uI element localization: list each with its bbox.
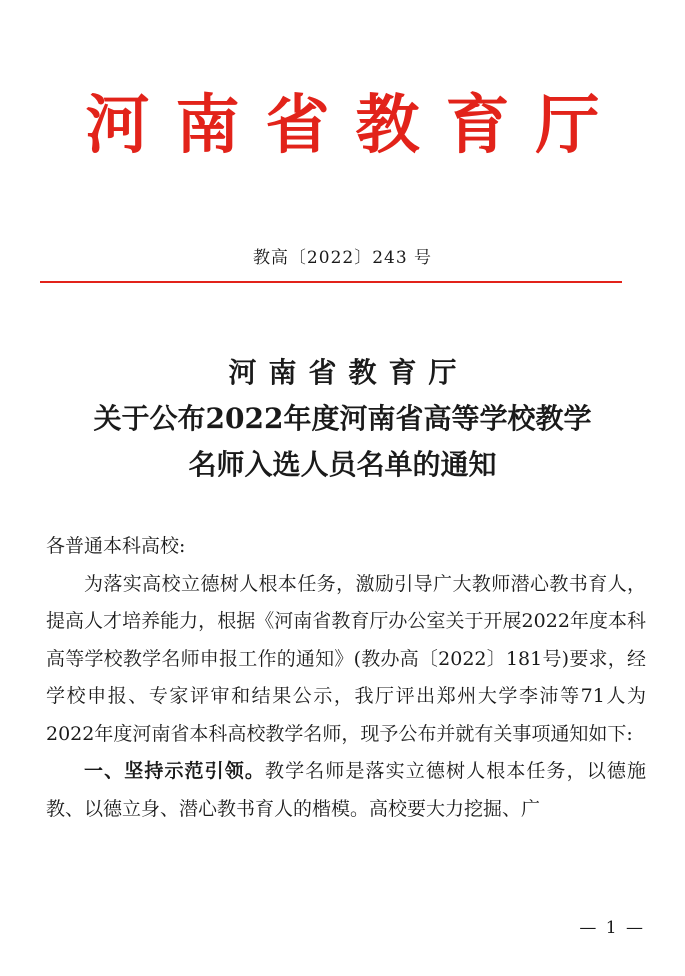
title-line-2: 关于公布2022年度河南省高等学校教学 [93, 402, 592, 435]
title-line-1: 河南省教育厅 [228, 356, 469, 389]
paragraph-intro: 为落实高校立德树人根本任务，激励引导广大教师潜心教书育人，提高人才培养能力，根据《河南省教育厅办公室关于开展2022年度本科高等学校教学名师申报工作的通知》(教办高〔2022〕181号)要求，经学校申报、专家评审和结果公示，我厅评出郑州大学李沛等71人为2022年度河南省本科高校教学名师，现予公布并就有关事项通知如下: [46, 572, 646, 745]
document-title [0, 350, 685, 488]
agency-masthead: 河南省教育厅 [85, 88, 626, 163]
title-line-3: 名师入选人员名单的通知 [188, 448, 497, 481]
section-1-text: 教学名师是落实立德树人根本任务，以德施教、以德立身、潜心教书育人的楷模。高校要大力挖掘、广 [46, 760, 646, 820]
salutation: 各普通本科高校: [46, 535, 186, 557]
document-body [46, 528, 646, 828]
document-number: 教高〔2022〕243 号 [252, 248, 433, 268]
section-1-heading: 一、坚持示范引领。 [84, 760, 265, 782]
paragraph-section-1 [46, 753, 646, 828]
page-number: — 1 — [579, 918, 645, 938]
red-divider [40, 281, 622, 283]
